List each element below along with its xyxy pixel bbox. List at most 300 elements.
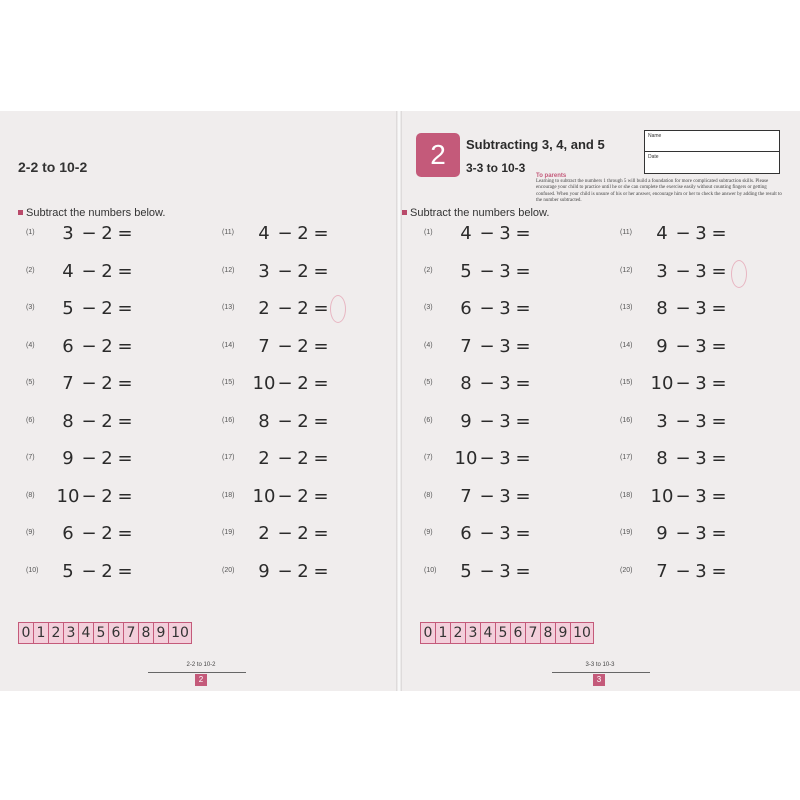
problem-expression xyxy=(454,410,532,434)
problem-row xyxy=(222,222,392,246)
equals-sign: = xyxy=(515,410,531,432)
lesson-number-badge: 2 xyxy=(416,133,460,177)
problem-expression xyxy=(56,485,134,509)
problem-number: (17) xyxy=(222,454,235,461)
minus-sign: − xyxy=(277,298,293,319)
name-field[interactable] xyxy=(645,131,779,152)
right-page xyxy=(402,111,800,691)
subtrahend: 2 xyxy=(101,560,113,582)
problem-number: (3) xyxy=(424,304,433,311)
minuend: 7 xyxy=(460,335,472,357)
problem-number: (18) xyxy=(222,491,235,499)
equals-sign: = xyxy=(313,260,329,282)
problem-row xyxy=(424,485,594,509)
problem-number: (7) xyxy=(424,454,433,461)
equals-sign: = xyxy=(515,485,531,507)
number-line-cell: 5 xyxy=(94,623,109,643)
problem-number: (5) xyxy=(26,379,35,386)
minus-sign: − xyxy=(81,448,97,469)
minuend: 2 xyxy=(258,523,270,544)
equals-sign: = xyxy=(313,223,329,244)
equals-sign: = xyxy=(515,373,531,394)
problem-row xyxy=(26,410,196,434)
problem-number: (6) xyxy=(26,416,35,424)
subtrahend: 2 xyxy=(101,485,113,507)
minuend: 7 xyxy=(460,485,472,507)
subtrahend: 2 xyxy=(101,298,113,319)
minus-sign: − xyxy=(479,223,495,244)
problem-expression xyxy=(650,560,728,584)
subtrahend: 2 xyxy=(297,260,309,282)
problem-row xyxy=(620,447,790,471)
equals-sign: = xyxy=(313,560,329,582)
problem-row xyxy=(26,297,196,321)
problem-expression xyxy=(252,222,330,246)
number-line-cell: 2 xyxy=(451,623,466,643)
equals-sign: = xyxy=(117,335,133,357)
left-instruction xyxy=(18,207,165,219)
problem-expression xyxy=(56,560,134,584)
subtrahend: 3 xyxy=(695,485,707,507)
minuend: 5 xyxy=(460,260,472,282)
number-line-cell: 9 xyxy=(556,623,571,643)
problem-row xyxy=(424,372,594,396)
minuend: 8 xyxy=(656,448,668,469)
number-line-cell: 1 xyxy=(436,623,451,643)
problem-row xyxy=(222,297,392,321)
problem-row xyxy=(424,297,594,321)
problem-expression xyxy=(252,522,330,546)
problem-expression xyxy=(454,560,532,584)
number-line-cell: 10 xyxy=(573,625,591,641)
subtrahend: 3 xyxy=(499,560,511,582)
subtrahend: 2 xyxy=(297,298,309,319)
right-problem-column-1 xyxy=(424,222,594,582)
problem-expression xyxy=(56,372,134,396)
problem-number: (16) xyxy=(222,416,235,424)
equals-sign: = xyxy=(117,410,133,432)
number-line-cell: 0 xyxy=(421,623,436,643)
problem-expression xyxy=(454,447,532,471)
subtrahend: 3 xyxy=(499,373,511,394)
problem-number: (15) xyxy=(222,379,235,386)
minuend: 3 xyxy=(656,260,668,282)
problem-row xyxy=(424,410,594,434)
minuend: 10 xyxy=(252,373,276,394)
problem-row xyxy=(26,222,196,246)
minuend: 7 xyxy=(656,560,668,582)
problem-row xyxy=(620,410,790,434)
problem-row xyxy=(26,372,196,396)
subtrahend: 3 xyxy=(499,335,511,357)
problem-row xyxy=(424,335,594,359)
minus-sign: − xyxy=(479,523,495,544)
number-line-cell: 5 xyxy=(496,623,511,643)
problem-number: (2) xyxy=(424,266,433,274)
subtrahend: 2 xyxy=(101,223,113,244)
problem-number: (13) xyxy=(620,304,633,311)
subtrahend: 3 xyxy=(499,485,511,507)
problem-number: (14) xyxy=(620,341,633,349)
minus-sign: − xyxy=(81,260,97,282)
minuend: 7 xyxy=(62,373,74,394)
equals-sign: = xyxy=(711,373,727,394)
left-range-label: 2-2 to 10-2 xyxy=(18,159,88,175)
problem-number: (13) xyxy=(222,304,235,311)
problem-number: (12) xyxy=(222,266,235,274)
subtrahend: 2 xyxy=(297,373,309,394)
minuend: 2 xyxy=(258,448,270,469)
minuend: 9 xyxy=(656,523,668,544)
problem-row xyxy=(26,447,196,471)
minus-sign: − xyxy=(81,560,97,582)
minuend: 8 xyxy=(258,410,270,432)
minuend: 5 xyxy=(62,298,74,319)
problem-number: (1) xyxy=(424,229,433,236)
problem-number: (5) xyxy=(424,379,433,386)
problem-row xyxy=(424,522,594,546)
minuend: 6 xyxy=(460,298,472,319)
minuend: 2 xyxy=(258,298,270,319)
minus-sign: − xyxy=(277,485,293,507)
equals-sign: = xyxy=(313,448,329,469)
problem-row xyxy=(424,260,594,284)
problem-number: (16) xyxy=(620,416,633,424)
minus-sign: − xyxy=(479,410,495,432)
problem-expression xyxy=(252,260,330,284)
problem-number: (19) xyxy=(222,529,235,536)
right-page-number: 3 xyxy=(593,674,605,686)
minuend: 9 xyxy=(258,560,270,582)
minus-sign: − xyxy=(81,485,97,507)
equals-sign: = xyxy=(117,223,133,244)
problem-number: (9) xyxy=(424,529,433,536)
problem-row xyxy=(222,447,392,471)
minus-sign: − xyxy=(277,260,293,282)
right-number-line xyxy=(420,622,594,644)
subtrahend: 2 xyxy=(297,223,309,244)
equals-sign: = xyxy=(515,298,531,319)
minus-sign: − xyxy=(479,448,495,469)
problem-number: (7) xyxy=(26,454,35,461)
equals-sign: = xyxy=(117,560,133,582)
number-line-cell: 6 xyxy=(511,623,526,643)
problem-row xyxy=(620,522,790,546)
minus-sign: − xyxy=(675,448,691,469)
problem-row xyxy=(620,260,790,284)
problem-number: (6) xyxy=(424,416,433,424)
number-line-cell: 2 xyxy=(49,623,64,643)
left-page-number: 2 xyxy=(195,674,207,686)
equals-sign: = xyxy=(711,335,727,357)
minus-sign: − xyxy=(675,560,691,582)
number-line-cell: 9 xyxy=(154,623,169,643)
problem-row xyxy=(620,485,790,509)
number-line-cell: 3 xyxy=(466,623,481,643)
equals-sign: = xyxy=(313,335,329,357)
minuend: 5 xyxy=(62,560,74,582)
left-problem-column-2 xyxy=(222,222,392,582)
minuend: 10 xyxy=(650,485,674,507)
problem-number: (10) xyxy=(424,566,437,574)
minus-sign: − xyxy=(81,223,97,244)
equals-sign: = xyxy=(515,560,531,582)
number-line-cell: 8 xyxy=(541,623,556,643)
problem-expression xyxy=(252,485,330,509)
subtrahend: 2 xyxy=(297,485,309,507)
minus-sign: − xyxy=(675,523,691,544)
problem-expression xyxy=(56,260,134,284)
subtrahend: 3 xyxy=(499,523,511,544)
number-line-cell: 8 xyxy=(139,623,154,643)
subtrahend: 3 xyxy=(695,223,707,244)
problem-number: (12) xyxy=(620,266,633,274)
subtrahend: 2 xyxy=(297,448,309,469)
minus-sign: − xyxy=(479,373,495,394)
equals-sign: = xyxy=(117,485,133,507)
minus-sign: − xyxy=(675,223,691,244)
equals-sign: = xyxy=(117,448,133,469)
problem-number: (1) xyxy=(26,229,35,236)
problem-number: (20) xyxy=(620,566,633,574)
problem-expression xyxy=(56,222,134,246)
minuend: 4 xyxy=(258,223,270,244)
minuend: 9 xyxy=(656,335,668,357)
subtrahend: 2 xyxy=(297,523,309,544)
equals-sign: = xyxy=(711,223,727,244)
problem-row xyxy=(222,260,392,284)
problem-expression xyxy=(650,372,728,396)
subtrahend: 3 xyxy=(695,335,707,357)
left-footer-line xyxy=(148,672,246,673)
number-line-cell: 10 xyxy=(171,625,189,641)
equals-sign: = xyxy=(711,298,727,319)
problem-row xyxy=(424,447,594,471)
number-line-cell: 4 xyxy=(481,623,496,643)
problem-expression xyxy=(252,447,330,471)
problem-number: (8) xyxy=(424,491,433,499)
minuend: 8 xyxy=(656,298,668,319)
name-date-box xyxy=(644,130,780,174)
equals-sign: = xyxy=(515,223,531,244)
date-field[interactable] xyxy=(645,152,779,173)
subtrahend: 3 xyxy=(695,560,707,582)
equals-sign: = xyxy=(515,335,531,357)
right-instruction xyxy=(402,207,549,219)
minus-sign: − xyxy=(479,485,495,507)
subtrahend: 3 xyxy=(499,298,511,319)
minuend: 4 xyxy=(460,223,472,244)
equals-sign: = xyxy=(515,448,531,469)
minus-sign: − xyxy=(479,560,495,582)
subtrahend: 3 xyxy=(499,448,511,469)
equals-sign: = xyxy=(117,260,133,282)
parents-heading: To parents xyxy=(536,173,567,179)
problem-row xyxy=(26,560,196,584)
number-line-cell: 1 xyxy=(34,623,49,643)
equals-sign: = xyxy=(711,410,727,432)
problem-expression xyxy=(454,485,532,509)
equals-sign: = xyxy=(117,298,133,319)
problem-expression xyxy=(252,372,330,396)
minus-sign: − xyxy=(675,298,691,319)
minuend: 3 xyxy=(656,410,668,432)
minuend: 9 xyxy=(62,448,74,469)
decorative-oval-mark xyxy=(731,260,747,288)
subtrahend: 2 xyxy=(297,410,309,432)
problem-number: (15) xyxy=(620,379,633,386)
problem-expression xyxy=(56,410,134,434)
problem-row xyxy=(424,222,594,246)
problem-expression xyxy=(454,372,532,396)
decorative-oval-mark xyxy=(330,295,346,323)
date-label: Date xyxy=(648,154,659,160)
right-instruction-text: Subtract the numbers below. xyxy=(410,207,550,219)
problem-row xyxy=(26,522,196,546)
minus-sign: − xyxy=(81,523,97,544)
minus-sign: − xyxy=(277,373,293,394)
problem-row xyxy=(26,335,196,359)
problem-row xyxy=(620,372,790,396)
problem-number: (9) xyxy=(26,529,35,536)
problem-expression xyxy=(650,522,728,546)
problem-expression xyxy=(454,335,532,359)
subtrahend: 2 xyxy=(101,523,113,544)
subtrahend: 3 xyxy=(499,260,511,282)
problem-expression xyxy=(56,335,134,359)
equals-sign: = xyxy=(711,260,727,282)
minus-sign: − xyxy=(675,260,691,282)
problem-expression xyxy=(650,410,728,434)
problem-number: (3) xyxy=(26,304,35,311)
minus-sign: − xyxy=(81,335,97,357)
equals-sign: = xyxy=(711,523,727,544)
problem-expression xyxy=(252,560,330,584)
equals-sign: = xyxy=(515,260,531,282)
minus-sign: − xyxy=(277,410,293,432)
equals-sign: = xyxy=(117,523,133,544)
problem-expression xyxy=(454,297,532,321)
minus-sign: − xyxy=(675,485,691,507)
problem-number: (4) xyxy=(424,341,433,349)
problem-number: (17) xyxy=(620,454,633,461)
subtrahend: 3 xyxy=(695,523,707,544)
bullet-square-icon xyxy=(18,210,23,215)
problem-expression xyxy=(650,485,728,509)
problem-row xyxy=(26,485,196,509)
problem-number: (14) xyxy=(222,341,235,349)
problem-expression xyxy=(454,222,532,246)
equals-sign: = xyxy=(515,523,531,544)
minuend: 3 xyxy=(258,260,270,282)
problem-number: (11) xyxy=(620,229,632,236)
problem-expression xyxy=(56,522,134,546)
minuend: 4 xyxy=(62,260,74,282)
problem-expression xyxy=(650,260,728,284)
problem-row xyxy=(222,335,392,359)
minus-sign: − xyxy=(277,448,293,469)
minus-sign: − xyxy=(277,223,293,244)
left-number-line xyxy=(18,622,192,644)
lesson-range: 3-3 to 10-3 xyxy=(466,161,526,175)
problem-row xyxy=(424,560,594,584)
minus-sign: − xyxy=(479,298,495,319)
minus-sign: − xyxy=(277,335,293,357)
subtrahend: 3 xyxy=(499,223,511,244)
equals-sign: = xyxy=(117,373,133,394)
minuend: 10 xyxy=(650,373,674,394)
number-line-cell: 7 xyxy=(526,623,541,643)
problem-expression xyxy=(56,297,134,321)
number-line-cell: 3 xyxy=(64,623,79,643)
minus-sign: − xyxy=(479,335,495,357)
minus-sign: − xyxy=(81,298,97,319)
equals-sign: = xyxy=(313,410,329,432)
problem-number: (20) xyxy=(222,566,235,574)
equals-sign: = xyxy=(313,373,329,394)
subtrahend: 2 xyxy=(101,335,113,357)
problem-expression xyxy=(454,522,532,546)
minuend: 10 xyxy=(56,485,80,507)
minus-sign: − xyxy=(675,335,691,357)
minuend: 10 xyxy=(454,448,478,469)
subtrahend: 2 xyxy=(101,448,113,469)
minus-sign: − xyxy=(675,410,691,432)
equals-sign: = xyxy=(711,485,727,507)
subtrahend: 3 xyxy=(695,298,707,319)
problem-expression xyxy=(252,297,330,321)
problem-row xyxy=(620,297,790,321)
minuend: 6 xyxy=(460,523,472,544)
subtrahend: 3 xyxy=(499,410,511,432)
problem-row xyxy=(222,410,392,434)
lesson-title: Subtracting 3, 4, and 5 xyxy=(466,137,605,152)
left-problems xyxy=(26,222,366,582)
minuend: 8 xyxy=(62,410,74,432)
problem-row xyxy=(620,560,790,584)
problem-expression xyxy=(650,447,728,471)
name-label: Name xyxy=(648,133,662,139)
problem-row xyxy=(620,222,790,246)
subtrahend: 2 xyxy=(101,373,113,394)
equals-sign: = xyxy=(711,560,727,582)
minuend: 10 xyxy=(252,485,276,507)
minus-sign: − xyxy=(81,373,97,394)
subtrahend: 3 xyxy=(695,448,707,469)
right-problem-column-2 xyxy=(620,222,790,582)
problem-row xyxy=(222,522,392,546)
parents-note: Learning to subtract the numbers 1 through 5 will build a foundation for more complicated subtraction skills. Please encourage your child to practice until he or she can complete the exercise easily without counting fingers or getting confused. When your child is unsure of his or her answer, encourage him or her to check the answer by adding the result to the number subtracted. xyxy=(536,179,782,203)
problem-expression xyxy=(650,222,728,246)
minuend: 3 xyxy=(62,223,74,244)
problem-number: (4) xyxy=(26,341,35,349)
number-line-cell: 7 xyxy=(124,623,139,643)
problem-expression xyxy=(252,410,330,434)
subtrahend: 2 xyxy=(297,560,309,582)
problem-number: (18) xyxy=(620,491,633,499)
subtrahend: 3 xyxy=(695,373,707,394)
problem-number: (10) xyxy=(26,566,39,574)
problem-number: (11) xyxy=(222,229,234,236)
problem-expression xyxy=(252,335,330,359)
left-footer-label: 2-2 to 10-2 xyxy=(186,662,216,668)
minuend: 5 xyxy=(460,560,472,582)
right-footer-label: 3-3 to 10-3 xyxy=(585,662,615,668)
equals-sign: = xyxy=(313,298,329,319)
subtrahend: 3 xyxy=(695,410,707,432)
problem-number: (19) xyxy=(620,529,633,536)
bullet-square-icon xyxy=(402,210,407,215)
